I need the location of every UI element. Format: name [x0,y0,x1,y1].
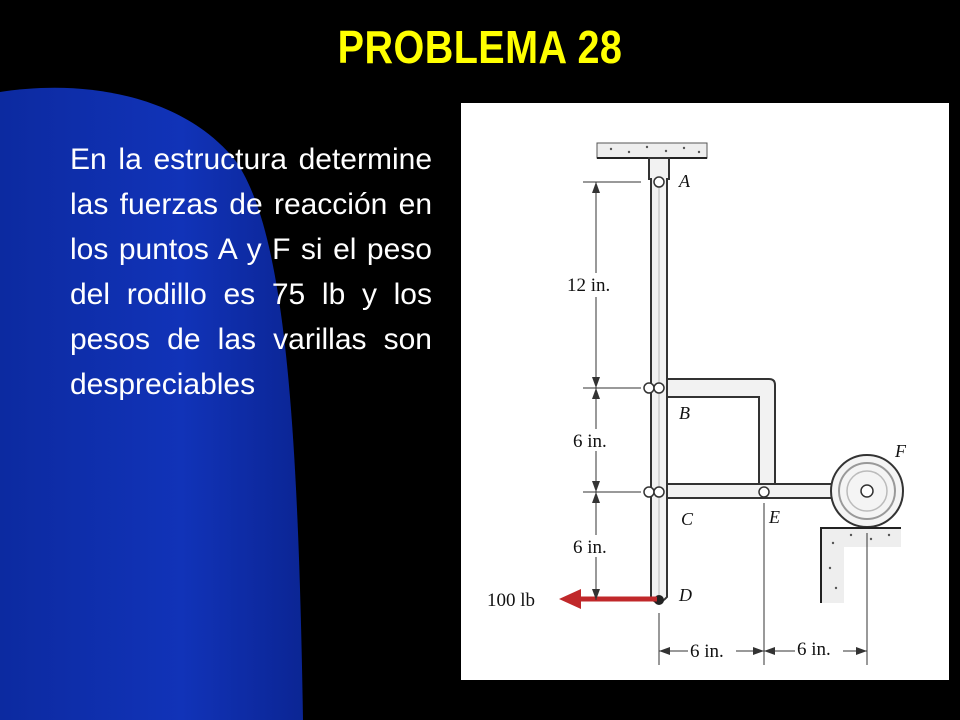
load-arrow [559,589,657,609]
ground-support [821,528,901,603]
dimension-label-de: 6 in. [690,641,724,662]
load-label: 100 lb [487,590,536,611]
problem-statement: En la estructura determine las fuerzas de reacción en los puntos A y F si el peso del rodillo es 75 lb y los pesos de las varillas son despreciables [70,143,432,401]
point-label-d: D [679,585,692,605]
point-label-b: B [679,403,690,423]
ceiling-support [597,143,707,158]
structure-diagram [461,103,949,680]
slide-title: PROBLEMA 28 [337,21,623,73]
dimension-label-ef: 6 in. [797,639,831,660]
point-label-e: E [769,507,780,527]
point-label-f: F [895,441,906,461]
dimension-label-ab: 12 in. [567,275,611,296]
point-label-a: A [679,171,690,191]
pin-e [759,487,769,497]
dimension-label-bc: 6 in. [573,431,607,452]
roller-f [831,455,903,527]
pin-a [654,177,664,187]
dimension-label-cd: 6 in. [573,537,607,558]
structure-figure [461,103,949,680]
point-label-c: C [681,509,694,529]
bracket-b [667,379,775,490]
